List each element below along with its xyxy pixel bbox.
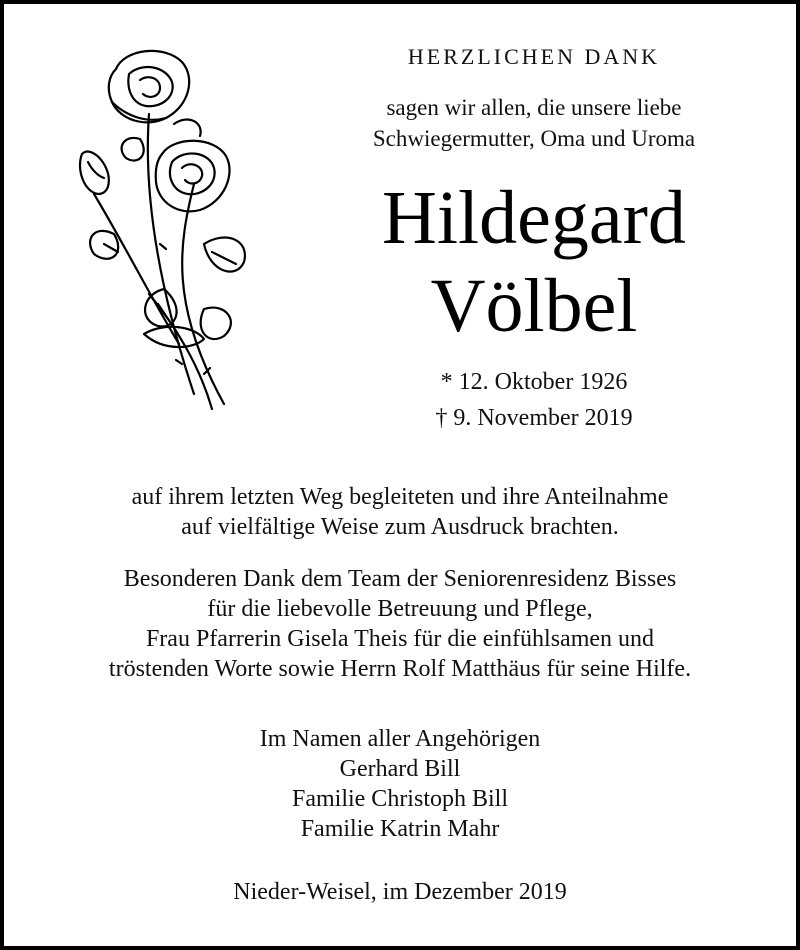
signature-line: Im Namen aller Angehörigen <box>259 726 541 752</box>
deceased-last-name: Völbel <box>430 264 638 348</box>
text-line: tröstenden Worte sowie Herrn Rolf Matthäus für seine Hilfe. <box>108 656 692 682</box>
deceased-name-block <box>304 174 764 350</box>
heading: HERZLICHEN DANK <box>407 44 661 69</box>
text-line: Besonderen Dank dem Team der Seniorenresidenz Bisses <box>123 566 677 592</box>
header-block <box>304 44 764 436</box>
intro-line: sagen wir allen, die unsere liebe <box>386 95 682 120</box>
text-line: für die liebevolle Betreuung und Pflege, <box>207 596 593 622</box>
text-line: auf ihrem letzten Weg begleiteten und ihre Anteilnahme <box>131 484 669 510</box>
text-line: auf vielfältige Weise zum Ausdruck brachten. <box>181 514 619 540</box>
place-date-line: Nieder-Weisel, im Dezember 2019 <box>233 879 567 905</box>
birth-date: * 12. Oktober 1926 <box>440 369 628 395</box>
life-dates <box>304 364 764 436</box>
death-date: † 9. November 2019 <box>435 405 633 431</box>
intro-line: Schwiegermutter, Oma und Uroma <box>372 126 696 151</box>
signature-line: Gerhard Bill <box>339 756 461 782</box>
signature-line: Familie Christoph Bill <box>291 786 508 812</box>
place-date <box>8 877 792 907</box>
intro-text <box>304 92 764 154</box>
roses-illustration-icon <box>54 44 264 424</box>
signature-block <box>8 724 792 844</box>
deceased-first-name: Hildegard <box>382 176 686 260</box>
signature-line: Familie Katrin Mahr <box>300 816 500 842</box>
text-line: Frau Pfarrerin Gisela Theis für die einfühlsamen und <box>145 626 655 652</box>
special-thanks-paragraph <box>8 564 792 684</box>
thanks-paragraph <box>8 482 792 542</box>
